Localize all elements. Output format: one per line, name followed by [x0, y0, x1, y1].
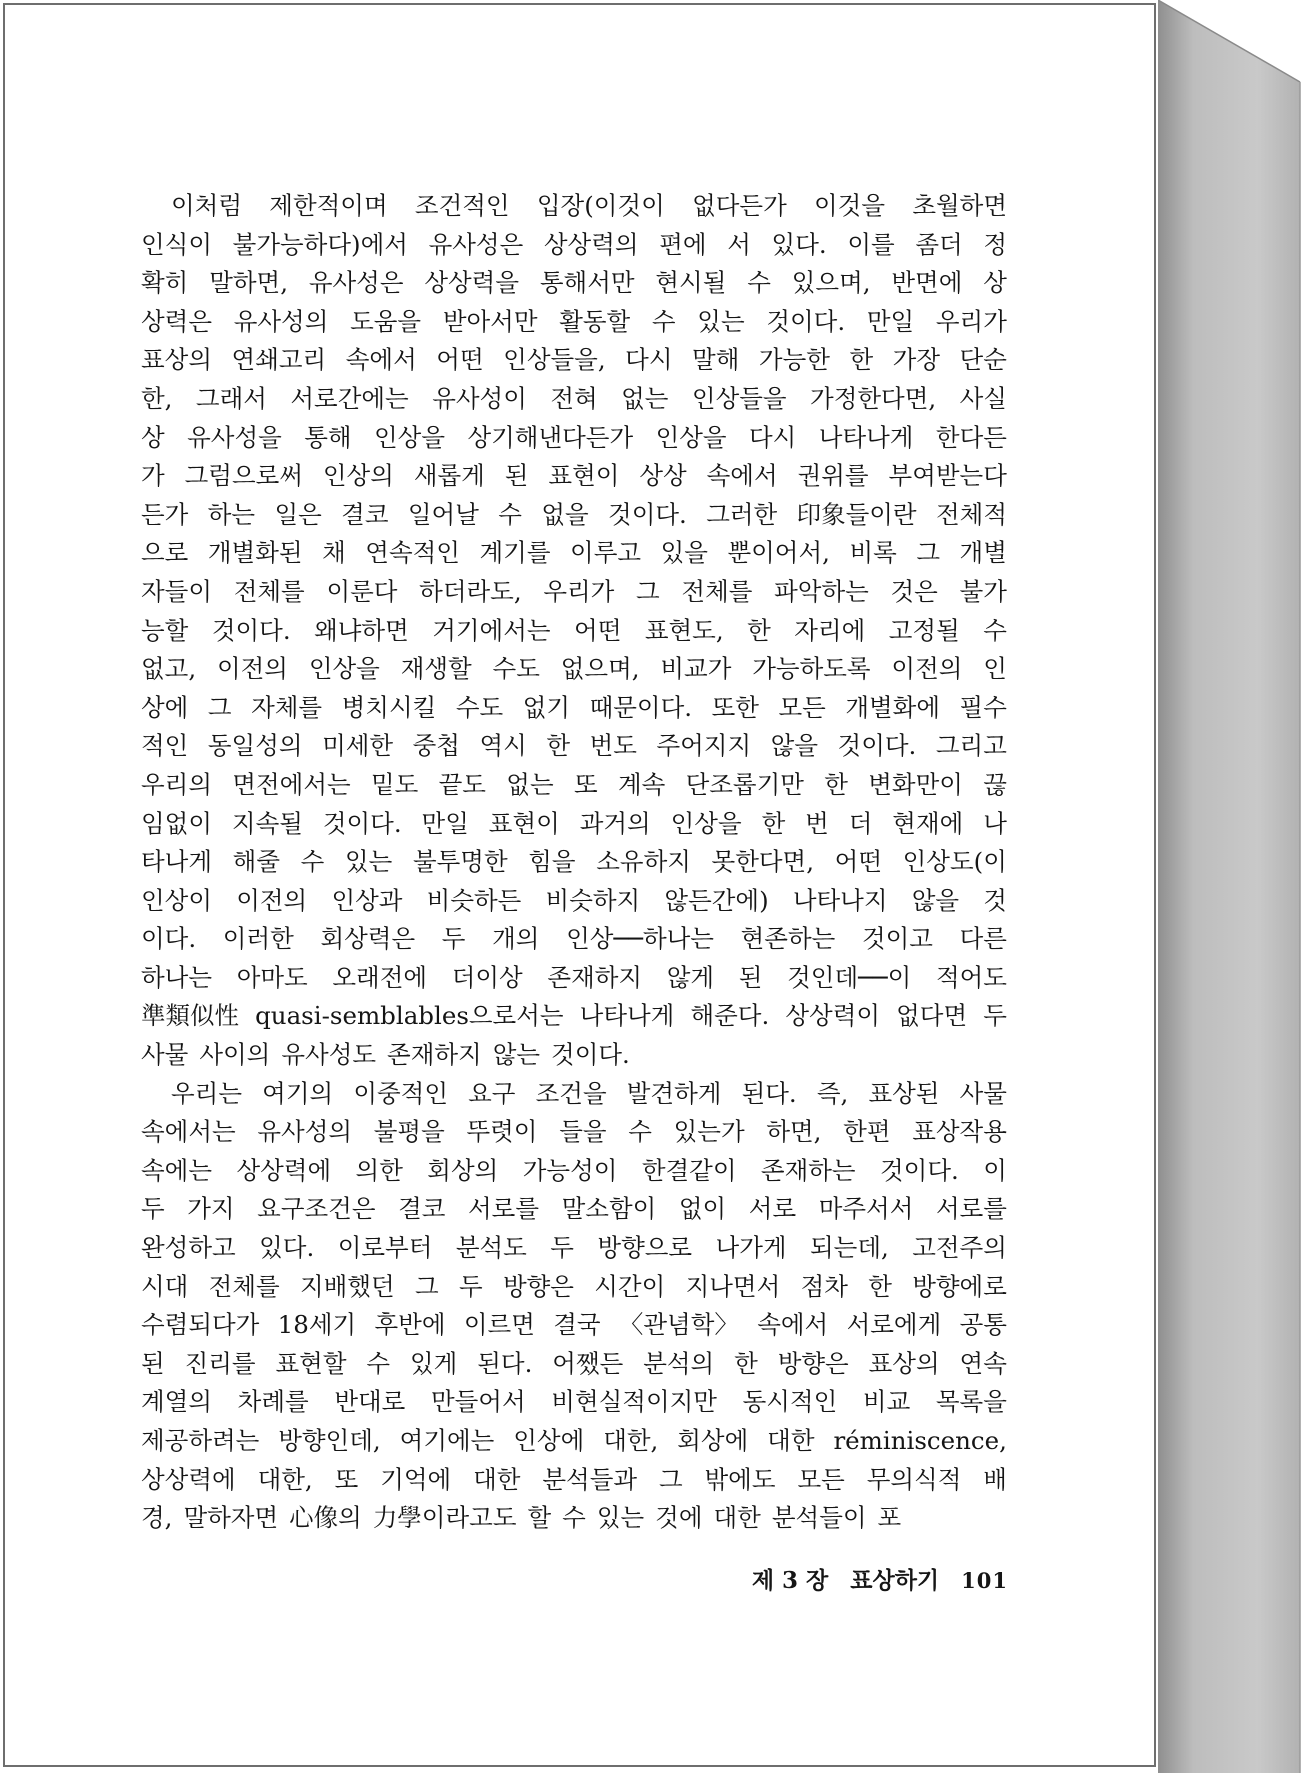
text-line: 속에는 상상력에 의한 회상의 가능성이 한결같이 존재하는 것이다. 이: [141, 1155, 1007, 1185]
text-line: 완성하고 있다. 이로부터 분석도 두 방향으로 나가게 되는데, 고전주의: [141, 1233, 1007, 1263]
text-line: 가 그럼으로써 인상의 새롭게 된 표현이 상상 속에서 권위를 부여받는다: [141, 461, 1007, 491]
body-text: [141, 187, 1007, 1538]
page-number: 101: [961, 1568, 1008, 1593]
text-line: 두 가지 요구조건은 결코 서로를 말소함이 없이 서로 마주서서 서로를: [141, 1194, 1007, 1224]
text-line: 상상력에 대한, 또 기억에 대한 분석들과 그 밖에도 모든 무의식적 배: [141, 1464, 1007, 1494]
text-line: 없고, 이전의 인상을 재생할 수도 없으며, 비교가 가능하도록 이전의 인: [141, 654, 1007, 684]
text-line: 상 유사성을 통해 인상을 상기해낸다든가 인상을 다시 나타나게 한다든: [141, 422, 1007, 452]
text-line: 상력은 유사성의 도움을 받아서만 활동할 수 있는 것이다. 만일 우리가: [141, 306, 1007, 336]
text-line: 수렴되다가 18세기 후반에 이르면 결국 〈관념학〉 속에서 서로에게 공통: [141, 1310, 1007, 1340]
text-line: 이처럼 제한적이며 조건적인 입장(이것이 없다든가 이것을 초월하면: [171, 191, 1007, 220]
text-line: 표상의 연쇄고리 속에서 어떤 인상들을, 다시 말해 가능한 한 가장 단순: [141, 345, 1007, 375]
text-line: 속에서는 유사성의 불평을 뚜렷이 들을 수 있는가 하면, 한편 표상작용: [141, 1117, 1007, 1147]
text-line: 확히 말하면, 유사성은 상상력을 통해서만 현시될 수 있으며, 반면에 상: [141, 268, 1007, 298]
text-line: 이다. 이러한 회상력은 두 개의 인상──하나는 현존하는 것이고 다른: [141, 924, 1007, 954]
text-line: 임없이 지속될 것이다. 만일 표현이 과거의 인상을 한 번 더 현재에 나: [141, 808, 1007, 838]
text-line: 적인 동일성의 미세한 중첩 역시 한 번도 주어지지 않을 것이다. 그리고: [141, 731, 1007, 761]
text-line: 제공하려는 방향인데, 여기에는 인상에 대한, 회상에 대한 réminiscence,: [141, 1426, 1007, 1455]
running-footer: [730, 1562, 1008, 1595]
text-line: 으로 개별화된 채 연속적인 계기를 이루고 있을 뿐이어서, 비록 그 개별: [141, 538, 1007, 568]
text-line: 시대 전체를 지배했던 그 두 방향은 시간이 지나면서 점차 한 방향에로: [141, 1271, 1007, 1301]
text-line: 하나는 아마도 오래전에 더이상 존재하지 않게 된 것인데──이 적어도: [141, 962, 1007, 992]
paragraph-1: [141, 187, 1007, 1075]
text-line: 계열의 차례를 반대로 만들어서 비현실적이지만 동시적인 비교 목록을: [141, 1387, 1007, 1417]
text-line: 한, 그래서 서로간에는 유사성이 전혀 없는 인상들을 가정한다면, 사실: [141, 383, 1007, 413]
book-side-edge: [1158, 0, 1303, 1773]
text-line: 우리는 여기의 이중적인 요구 조건을 발견하게 된다. 즉, 표상된 사물: [171, 1078, 1007, 1108]
text-line: 든가 하는 일은 결코 일어날 수 없을 것이다. 그러한 印象들이란 전체적: [141, 499, 1007, 529]
paragraph-2: [141, 1075, 1007, 1538]
text-line: 準類似性 quasi-semblables으로서는 나타나게 해준다. 상상력이 없다면 두: [141, 1001, 1007, 1031]
text-line: 사물 사이의 유사성도 존재하지 않는 것이다.: [141, 1040, 630, 1070]
text-line: 타나게 해줄 수 있는 불투명한 힘을 소유하지 못한다면, 어떤 인상도(이: [141, 847, 1007, 877]
text-line: 인식이 불가능하다)에서 유사성은 상상력의 편에 서 있다. 이를 좀더 정: [141, 229, 1007, 259]
book-spine-shape: [1158, 0, 1303, 1773]
text-line: 인상이 이전의 인상과 비슷하든 비슷하지 않든간에) 나타나지 않을 것: [141, 885, 1007, 915]
text-line: 자들이 전체를 이룬다 하더라도, 우리가 그 전체를 파악하는 것은 불가: [141, 576, 1007, 606]
text-line: 능할 것이다. 왜냐하면 거기에서는 어떤 표현도, 한 자리에 고정될 수: [141, 615, 1007, 645]
text-line: 우리의 면전에서는 밑도 끝도 없는 또 계속 단조롭기만 한 변화만이 끊: [141, 769, 1007, 799]
book-page: [3, 3, 1156, 1767]
text-line: 상에 그 자체를 병치시킬 수도 없기 때문이다. 또한 모든 개별화에 필수: [141, 692, 1007, 722]
chapter-label: 제 3 장: [751, 1567, 829, 1594]
text-line: 경, 말하자면 心像의 力學이라고도 할 수 있는 것에 대한 분석들이 포: [141, 1503, 902, 1533]
chapter-title: 표상하기: [850, 1567, 940, 1594]
text-line: 된 진리를 표현할 수 있게 된다. 어쨌든 분석의 한 방향은 표상의 연속: [141, 1348, 1007, 1378]
